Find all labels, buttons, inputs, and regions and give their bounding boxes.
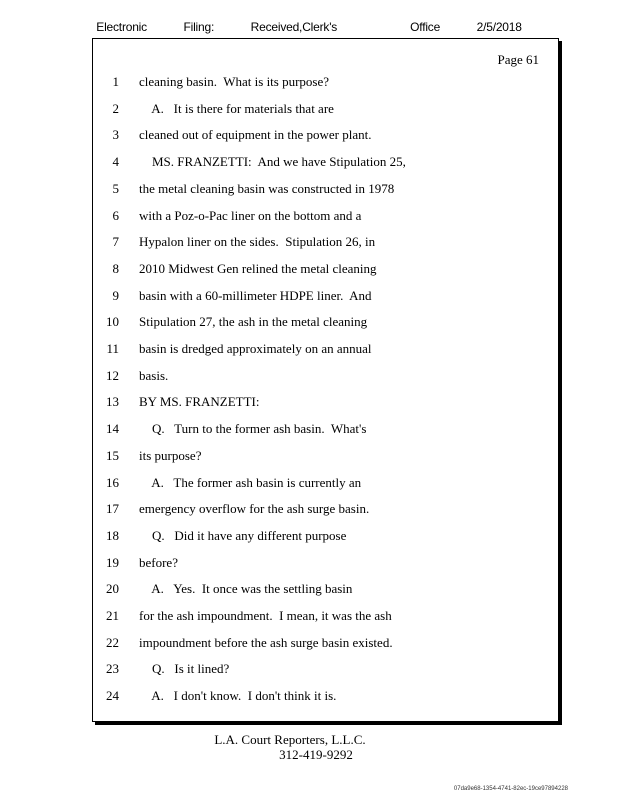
line-text: before? <box>139 554 178 570</box>
line-text: basin is dredged approximately on an annual <box>139 341 372 356</box>
transcript-line <box>93 392 558 412</box>
line-number: 5 <box>112 180 119 196</box>
line-number: 3 <box>112 127 119 143</box>
line-number: 8 <box>112 260 119 276</box>
line-number: 9 <box>112 287 119 303</box>
transcript-line <box>93 686 558 706</box>
line-number: 15 <box>106 447 119 463</box>
line-text: MS. FRANZETTI: And we have Stipulation 25, <box>139 154 406 170</box>
transcript-line <box>93 179 558 199</box>
line-number: 11 <box>106 341 119 356</box>
transcript-line <box>93 312 558 332</box>
transcript-line <box>93 152 558 172</box>
line-text: basis. <box>139 367 169 383</box>
line-text: A. Yes. It once was the settling basin <box>139 581 353 597</box>
line-text: Q. Is it lined? <box>139 661 230 677</box>
transcript-line <box>93 659 558 679</box>
line-number: 23 <box>106 661 119 677</box>
line-text: for the ash impoundment. I mean, it was the ash <box>139 608 392 623</box>
line-number: 14 <box>106 421 119 437</box>
transcript-line <box>93 259 558 279</box>
line-text: with a Poz-o-Pac liner on the bottom and a <box>139 207 362 223</box>
line-text: its purpose? <box>139 447 202 463</box>
line-number: 20 <box>106 581 119 597</box>
filing-stamp: Electronic Filing: Received,Clerk's Office 2/5/2018 <box>96 20 522 34</box>
transcript-line <box>93 526 558 546</box>
line-number: 6 <box>112 207 119 223</box>
line-text: impoundment before the ash surge basin existed. <box>139 634 393 650</box>
line-text: cleaning basin. What is its purpose? <box>139 74 330 89</box>
line-text: Stipulation 27, the ash in the metal cleaning <box>139 314 368 330</box>
line-number: 24 <box>106 688 119 704</box>
line-number: 7 <box>112 234 119 250</box>
transcript-line <box>93 579 558 599</box>
line-text: basin with a 60-millimeter HDPE liner. And <box>139 287 372 303</box>
line-text: 2010 Midwest Gen relined the metal cleaning <box>139 260 377 276</box>
line-text: Hypalon liner on the sides. Stipulation 26, in <box>139 234 376 250</box>
transcript-line <box>93 499 558 519</box>
line-number: 17 <box>106 501 119 517</box>
line-text: emergency overflow for the ash surge basin. <box>139 501 370 517</box>
line-number: 18 <box>106 527 119 543</box>
transcript-line <box>93 553 558 573</box>
line-text: cleaned out of equipment in the power plant. <box>139 127 372 143</box>
line-number: 12 <box>106 367 119 383</box>
page-number: Page 61 <box>497 52 539 67</box>
footer-phone: 312-419-9292 <box>279 747 353 762</box>
line-number: 21 <box>106 608 119 623</box>
transcript-line <box>93 125 558 145</box>
line-text: A. The former ash basin is currently an <box>139 474 362 490</box>
line-number: 2 <box>112 100 119 116</box>
transcript-line <box>93 232 558 252</box>
line-number: 1 <box>112 74 119 89</box>
transcript-line <box>93 72 558 92</box>
transcript-line <box>93 606 558 626</box>
line-number: 10 <box>106 314 119 330</box>
transcript-page <box>92 38 559 722</box>
line-number: 16 <box>106 474 119 490</box>
transcript-line <box>93 366 558 386</box>
transcript-line <box>93 446 558 466</box>
transcript-line <box>93 473 558 493</box>
line-number: 4 <box>112 154 119 170</box>
line-number: 22 <box>106 634 119 650</box>
transcript-line <box>93 633 558 653</box>
document-hash: 07da9e68-1354-4741-82ec-19ce97894228 <box>453 786 568 792</box>
line-number: 19 <box>106 554 119 570</box>
line-text: Q. Did it have any different purpose <box>139 527 347 543</box>
line-number: 13 <box>106 394 119 410</box>
footer-company: L.A. Court Reporters, L.L.C. <box>214 732 366 747</box>
transcript-line <box>93 206 558 226</box>
transcript-line <box>93 419 558 439</box>
line-text: the metal cleaning basin was constructed in 1978 <box>139 180 395 196</box>
transcript-line <box>93 339 558 359</box>
line-text: A. I don't know. I don't think it is. <box>139 688 337 704</box>
transcript-line <box>93 99 558 119</box>
transcript-line <box>93 286 558 306</box>
line-text: Q. Turn to the former ash basin. What's <box>139 421 367 437</box>
line-text: BY MS. FRANZETTI: <box>139 394 260 410</box>
line-text: A. It is there for materials that are <box>139 100 334 116</box>
